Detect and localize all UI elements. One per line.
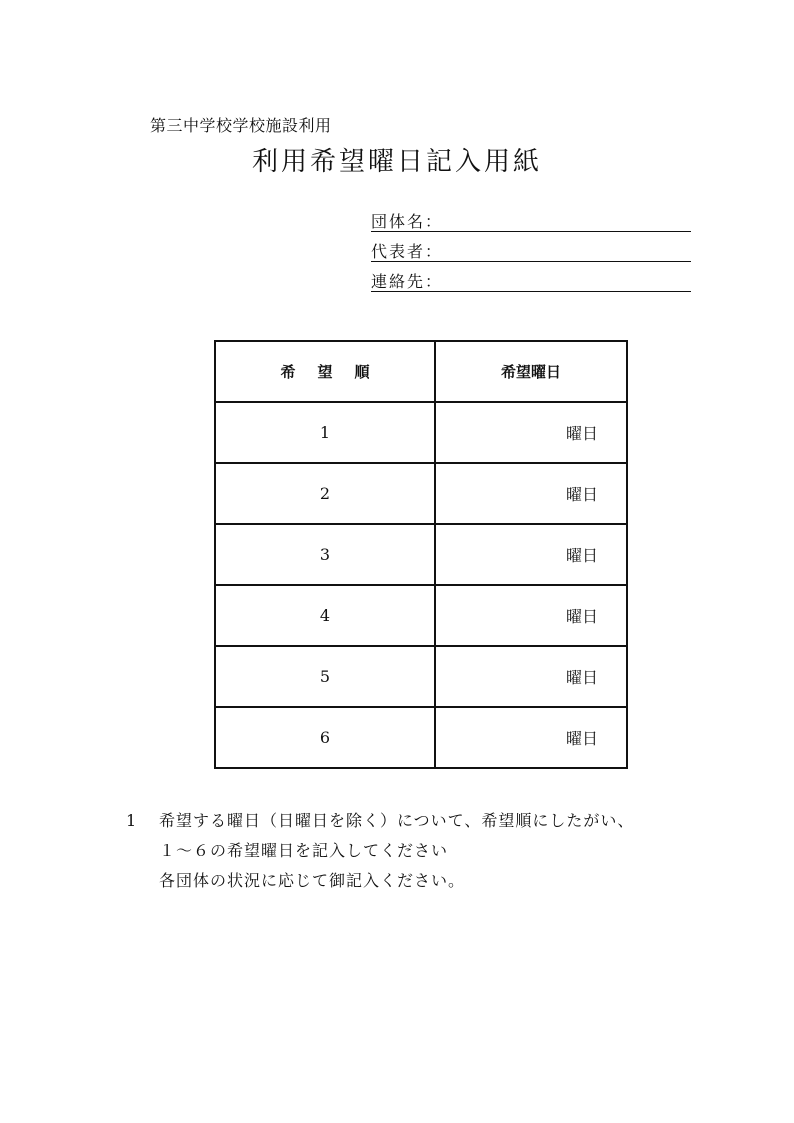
group-name-label: 団体名： (371, 212, 444, 231)
rank-cell: 6 (215, 707, 435, 768)
day-cell[interactable] (435, 402, 627, 463)
instruction-line-2: １～６の希望曜日を記入してください (159, 841, 449, 860)
instructions (126, 806, 634, 896)
table-row (215, 524, 627, 585)
page-subtitle: 第三中学校学校施設利用 (150, 116, 332, 135)
rank-cell: 4 (215, 585, 435, 646)
instruction-number: 1 (126, 811, 138, 830)
day-suffix: 曜日 (565, 546, 598, 565)
day-suffix: 曜日 (565, 729, 598, 748)
day-suffix: 曜日 (565, 424, 598, 443)
day-suffix: 曜日 (565, 485, 598, 504)
representative-label: 代表者： (371, 242, 444, 261)
table-header-row (215, 341, 627, 402)
instruction-line-1: 1 希望する曜日（日曜日を除く）について、希望順にしたがい、 (126, 806, 634, 836)
rank-cell: 2 (215, 463, 435, 524)
rank-cell: 1 (215, 402, 435, 463)
header-rank: 希望順 (215, 341, 435, 402)
contact-field[interactable] (371, 273, 691, 292)
contact-label: 連絡先： (371, 272, 444, 291)
day-cell[interactable] (435, 524, 627, 585)
day-suffix: 曜日 (565, 607, 598, 626)
representative-field[interactable] (371, 243, 691, 262)
day-cell[interactable] (435, 585, 627, 646)
table-row (215, 463, 627, 524)
rank-cell: 5 (215, 646, 435, 707)
day-cell[interactable] (435, 646, 627, 707)
instruction-line-3: 各団体の状況に応じて御記入ください。 (159, 871, 466, 890)
header-day: 希望曜日 (435, 341, 627, 402)
table-row (215, 707, 627, 768)
rank-cell: 3 (215, 524, 435, 585)
preference-table (214, 340, 628, 769)
table-row (215, 402, 627, 463)
table-row (215, 646, 627, 707)
day-suffix: 曜日 (565, 668, 598, 687)
table-row (215, 585, 627, 646)
page-title: 利用希望曜日記入用紙 (251, 147, 542, 177)
group-name-field[interactable] (371, 213, 691, 232)
day-cell[interactable] (435, 463, 627, 524)
day-cell[interactable] (435, 707, 627, 768)
